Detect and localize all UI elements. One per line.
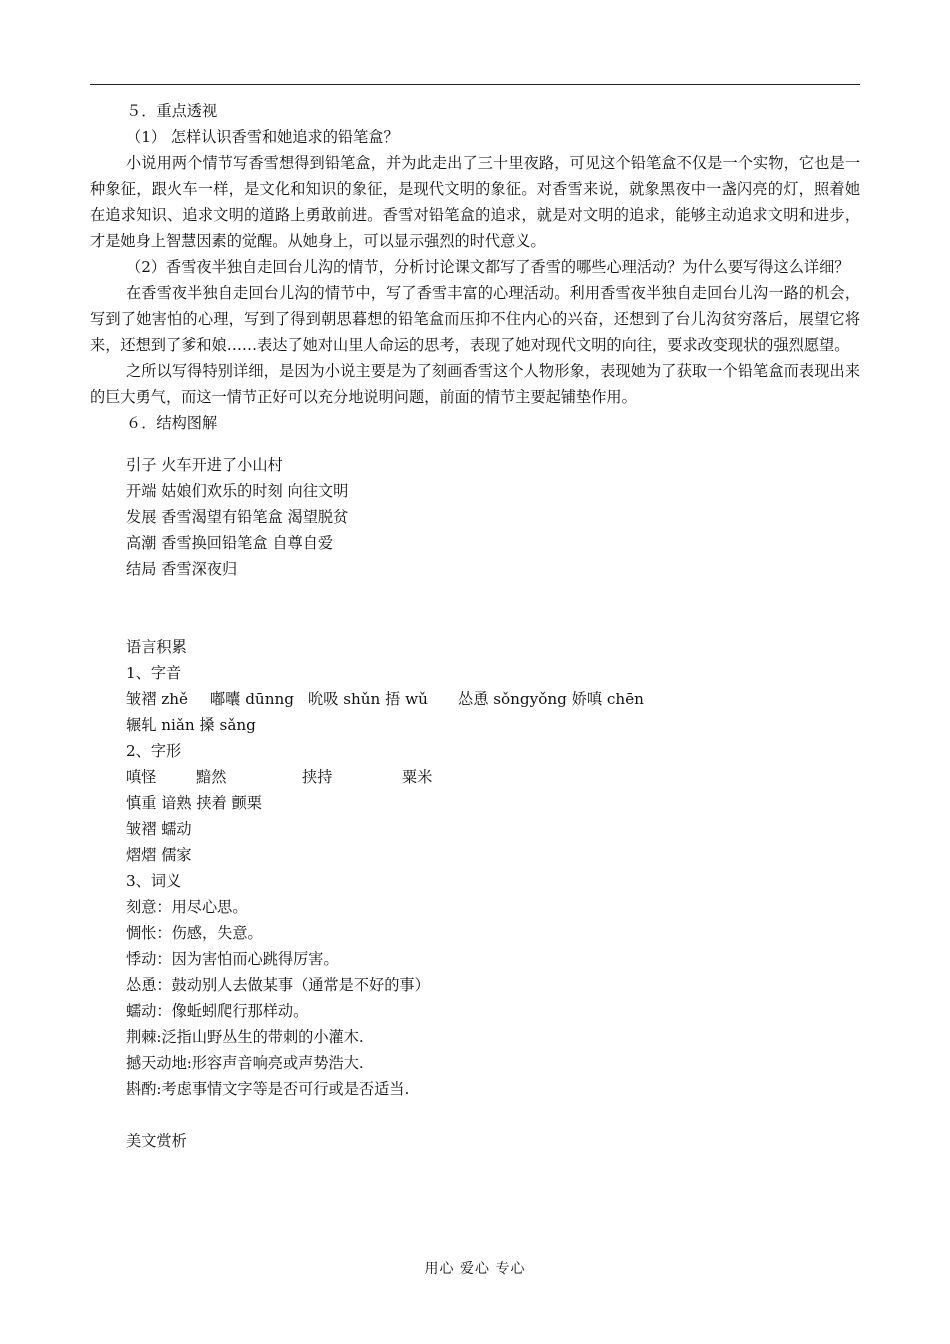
pron-entry: 吮吸 shǔn 捂 wǔ <box>308 690 428 708</box>
pron-entry: 皱褶 zhě <box>126 690 188 708</box>
glyph-row: 皱褶 蠕动 <box>126 820 192 838</box>
glyph-entry: 粟米 <box>402 768 433 786</box>
pronunciation-row <box>126 686 860 712</box>
answer-1: 小说用两个情节写香雪想得到铅笔盒，并为此走出了三十里夜路，可见这个铅笔盒不仅是一个实物，它也是一种象征，跟火车一样，是文化和知识的象征，是现代文明的象征。对香雪来说，就象黑夜中一盏闪亮的灯，照着她在追求知识、追求文明的道路上勇敢前进。香雪对铅笔盒的追求，就是对文明的追求，能够主动追求文明和进步，才是她身上智慧因素的觉醒。从她身上，可以显示强烈的时代意义。 <box>90 154 860 250</box>
structure-item: 开端 姑娘们欢乐的时刻 向往文明 <box>126 482 349 500</box>
meaning-item: 蠕动：像蚯蚓爬行那样动。 <box>126 1002 309 1020</box>
glyph-entry: 挟持 <box>302 768 333 786</box>
document-body <box>90 98 860 1154</box>
meaning-item: 惆怅：伤感，失意。 <box>126 924 263 942</box>
section6-heading: ６．结构图解 <box>126 414 218 432</box>
pron-entry: 嘟囔 dūnng <box>210 690 294 708</box>
glyph-entry: 黯然 <box>196 768 227 786</box>
language-title: 语言积累 <box>126 638 187 656</box>
pronunciation-row: 辗轧 niǎn 搡 sǎng <box>126 716 256 734</box>
page-footer: 用心 爱心 专心 <box>424 1261 526 1277</box>
structure-item: 引子 火车开进了小山村 <box>126 456 283 474</box>
meaning-item: 撼天动地:形容声音响亮或声势浩大. <box>126 1054 364 1072</box>
glyph-entry: 嗔怪 <box>126 768 157 786</box>
section5-heading: ５．重点透视 <box>126 102 218 120</box>
meaning-item: 刻意：用尽心思。 <box>126 898 248 916</box>
meaning-item: 怂恿：鼓动别人去做某事（通常是不好的事） <box>126 976 430 994</box>
question-1: （1） 怎样认识香雪和她追求的铅笔盒？ <box>126 128 399 146</box>
structure-diagram <box>90 452 860 582</box>
meaning-item: 荆棘:泛指山野丛生的带刺的小灌木. <box>126 1028 364 1046</box>
answer-2: 在香雪夜半独自走回台儿沟的情节中，写了香雪丰富的心理活动。利用香雪夜半独自走回台儿沟一路的机会，写到了她害怕的心理，写到了得到朝思暮想的铅笔盒而压抑不住内心的兴奋，还想到了台儿沟贫穷落后，展望它将来，还想到了爹和娘……表达了她对山里人命运的思考，表现了她对现代文明的向往，要求改变现状的强烈愿望。 <box>90 284 860 354</box>
appreciation-title: 美文赏析 <box>126 1132 187 1150</box>
structure-item: 高潮 香雪换回铅笔盒 自尊自爱 <box>126 534 334 552</box>
glyph-row: 慎重 谙熟 挟着 颤栗 <box>126 794 262 812</box>
header-rule <box>90 84 860 85</box>
structure-item: 发展 香雪渴望有铅笔盒 渴望脱贫 <box>126 508 349 526</box>
glyph-row: 熠熠 儒家 <box>126 846 192 864</box>
language-section <box>90 634 860 1154</box>
meaning-heading: 3、词义 <box>126 872 182 890</box>
answer-3: 之所以写得特别详细，是因为小说主要是为了刻画香雪这个人物形象，表现她为了获取一个铅笔盒而表现出来的巨大勇气，而这一情节正好可以充分地说明问题，前面的情节主要起铺垫作用。 <box>90 362 860 406</box>
meaning-item: 斟酌:考虑事情文字等是否可行或是否适当. <box>126 1080 410 1098</box>
question-2: （2）香雪夜半独自走回台儿沟的情节，分析讨论课文都写了香雪的哪些心理活动？为什么要写得这么详细？ <box>126 258 850 276</box>
pron-entry: 怂恿 sǒngyǒng 娇嗔 chēn <box>458 690 644 708</box>
glyph-row <box>126 764 860 790</box>
meaning-item: 悸动：因为害怕而心跳得厉害。 <box>126 950 339 968</box>
structure-item: 结局 香雪深夜归 <box>126 560 238 578</box>
pronunciation-heading: 1、字音 <box>126 664 182 682</box>
glyph-heading: 2、字形 <box>126 742 182 760</box>
